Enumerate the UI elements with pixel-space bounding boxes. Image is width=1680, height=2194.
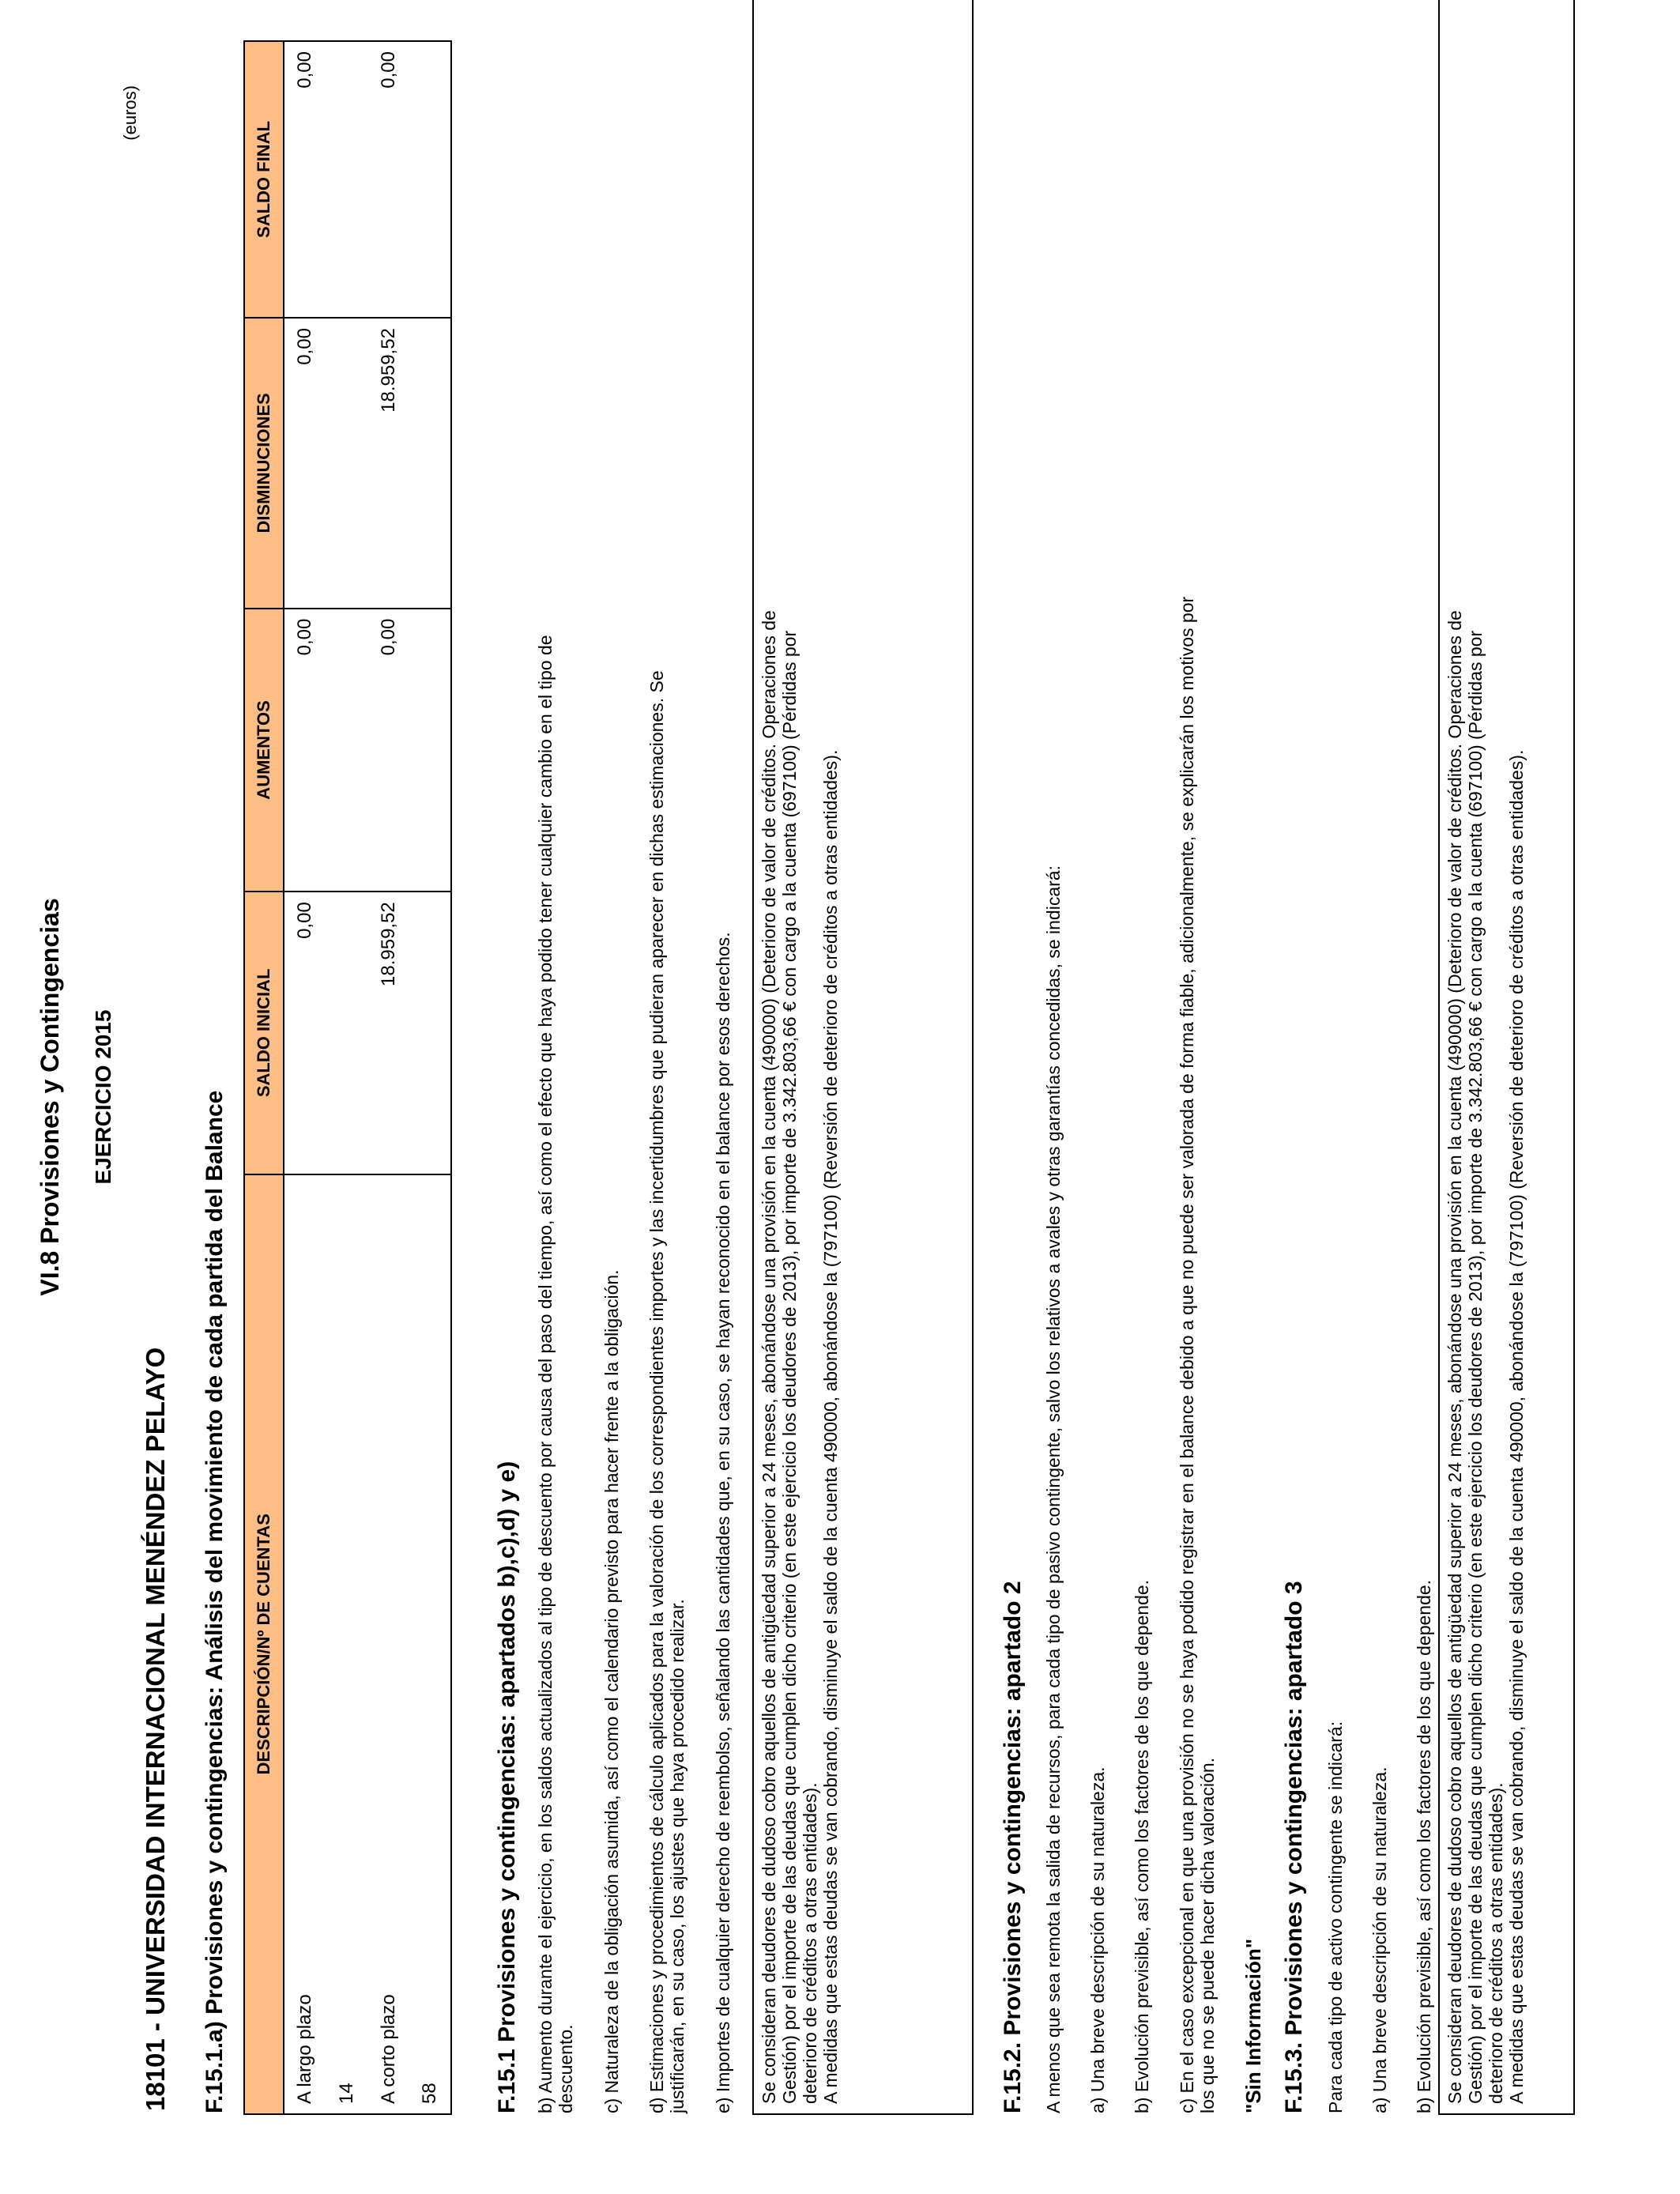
table-row (409, 41, 451, 2114)
row-description: 14 (326, 1174, 367, 2114)
col-header-saldo-inicial: SALDO INICIAL (244, 892, 284, 1174)
row-description: A corto plazo (367, 1174, 409, 2114)
cell-saldo-inicial (409, 892, 451, 1174)
cell-disminuciones (326, 318, 367, 609)
cell-disminuciones: 18.959,52 (367, 318, 409, 609)
cell-disminuciones (409, 318, 451, 609)
page-title: VI.8 Provisiones y Contingencias (36, 898, 64, 1296)
f151-box-line: Gestión) por el importe de las deudas que cumplen dicho criterio (en este ejercicio los deudores de 2013), por importe de 3.342.803,66 € con cargo a la cuenta (697100) (Pérdidas por (779, 630, 800, 2104)
cell-saldo-final: 0,00 (367, 41, 409, 318)
f151-c: c) Naturaleza de la obligación asumida, así como el calendario previsto para hacer frente a la obligación. (601, 1269, 622, 2113)
exercise-title: EJERCICIO 2015 (91, 1009, 115, 1185)
f152-b: b) Evolución previsible, así como los factores de los que depende. (1132, 1579, 1152, 2113)
f151-b-line2: descuento. (556, 2024, 576, 2113)
entity-name: 18101 - UNIVERSIDAD INTERNACIONAL MENÉNDEZ PELAYO (141, 1347, 170, 2111)
f152-intro: A menos que sea remota la salida de recursos, para cada tipo de pasivo contingente, salvo los relativos a avales y otras garantías concedidas, se indicará: (1043, 865, 1064, 2113)
f151a-heading: F.15.1.a) Provisiones y contingencias: Análisis del movimiento de cada partida del Balance (202, 1090, 228, 2113)
table-row (326, 41, 367, 2114)
table-row (367, 41, 409, 2114)
f153-info-box (1438, 0, 1575, 2115)
f151-box-line: deterioro de créditos a otras entidades). (800, 1782, 820, 2104)
row-description: A largo plazo (284, 1174, 326, 2114)
f151-e: e) Importes de cualquier derecho de reembolso, señalando las cantidades que, en su caso, se hayan reconocido en el balance por esos derechos. (713, 932, 733, 2113)
cell-saldo-inicial (326, 892, 367, 1174)
cell-aumentos (326, 609, 367, 892)
col-header-aumentos: AUMENTOS (244, 609, 284, 892)
cell-saldo-final (409, 41, 451, 318)
row-description: 58 (409, 1174, 451, 2114)
cell-aumentos (409, 609, 451, 892)
f152-c-line1: c) En el caso excepcional en que una provisión no se haya podido registrar en el balance debido a que no puede ser valorada de forma fiable, adicionalmente, se explicarán los motivos por (1177, 596, 1197, 2113)
cell-saldo-final (326, 41, 367, 318)
currency-label: (euros) (120, 85, 140, 141)
table-row (284, 41, 326, 2114)
f153-intro: Para cada tipo de activo contingente se indicará: (1325, 1721, 1346, 2113)
f153-box-line: deterioro de créditos a otras entidades). (1486, 1782, 1506, 2104)
cell-saldo-inicial: 0,00 (284, 892, 326, 1174)
f151-info-box (752, 0, 974, 2115)
f153-box-line: Gestión) por el importe de las deudas que cumplen dicho criterio (en este ejercicio los deudores de 2013), por importe de 3.342.803,66 € con cargo a la cuenta (697100) (Pérdidas por (1465, 630, 1486, 2104)
cell-saldo-final: 0,00 (284, 41, 326, 318)
f151-heading: F.15.1 Provisiones y contingencias: apartados b),c),d) y e) (494, 1461, 520, 2113)
col-header-disminuciones: DISMINUCIONES (244, 318, 284, 609)
cell-aumentos: 0,00 (284, 609, 326, 892)
f152-c-line2: los que no se puede hacer dicha valoración. (1197, 1757, 1218, 2113)
cell-saldo-inicial: 18.959,52 (367, 892, 409, 1174)
f153-box-line: A medidas que estas deudas se van cobrando, disminuye el saldo de la cuenta 490000, abonándose la (797100) (Reversión de deterioro de créditos a otras entidades). (1506, 749, 1527, 2104)
f153-a: a) Una breve descripción de su naturaleza. (1369, 1766, 1390, 2113)
f151-b-line1: b) Aumento durante el ejercicio, en los saldos actualizados al tipo de descuento por causa del paso del tiempo, así como el efecto que haya podido tener cualquier cambio en el tipo de (535, 635, 556, 2113)
f153-box-line: Se consideran deudores de dudoso cobro aquellos de antigüedad superior a 24 meses, abonándose una provisión en la cuenta (490000) (Deterioro de valor de créditos. Operaciones de (1445, 610, 1465, 2104)
cell-aumentos: 0,00 (367, 609, 409, 892)
col-header-saldo-final: SALDO FINAL (244, 41, 284, 318)
f153-heading: F.15.3. Provisiones y contingencias: apartado 3 (1281, 1581, 1307, 2113)
col-header-description: DESCRIPCIÓN/Nº DE CUENTAS (244, 1174, 284, 2114)
f152-sin-informacion: "Sin Información" (1241, 1938, 1265, 2113)
f153-b: b) Evolución previsible, así como los factores de los que depende. (1414, 1579, 1434, 2113)
f151-box-line: A medidas que estas deudas se van cobrando, disminuye el saldo de la cuenta 490000, abonándose la (797100) (Reversión de deterioro de créditos a otras entidades). (820, 749, 841, 2104)
f151-d-line1: d) Estimaciones y procedimientos de cálculo aplicados para la valoración de los correspondientes importes y las incertidumbres que pudieran aparecer en dichas estimaciones. Se (646, 670, 667, 2113)
movement-table (243, 40, 452, 2115)
f151-d-line2: justificarán, en su caso, los ajustes que haya procedido realizar. (667, 1599, 687, 2113)
f152-heading: F.15.2. Provisiones y contingencias: apartado 2 (1000, 1581, 1026, 2113)
cell-disminuciones: 0,00 (284, 318, 326, 609)
f151-box-line: Se consideran deudores de dudoso cobro aquellos de antigüedad superior a 24 meses, abonándose una provisión en la cuenta (490000) (Deterioro de valor de créditos. Operaciones de (759, 610, 779, 2104)
f152-a: a) Una breve descripción de su naturaleza. (1087, 1766, 1108, 2113)
